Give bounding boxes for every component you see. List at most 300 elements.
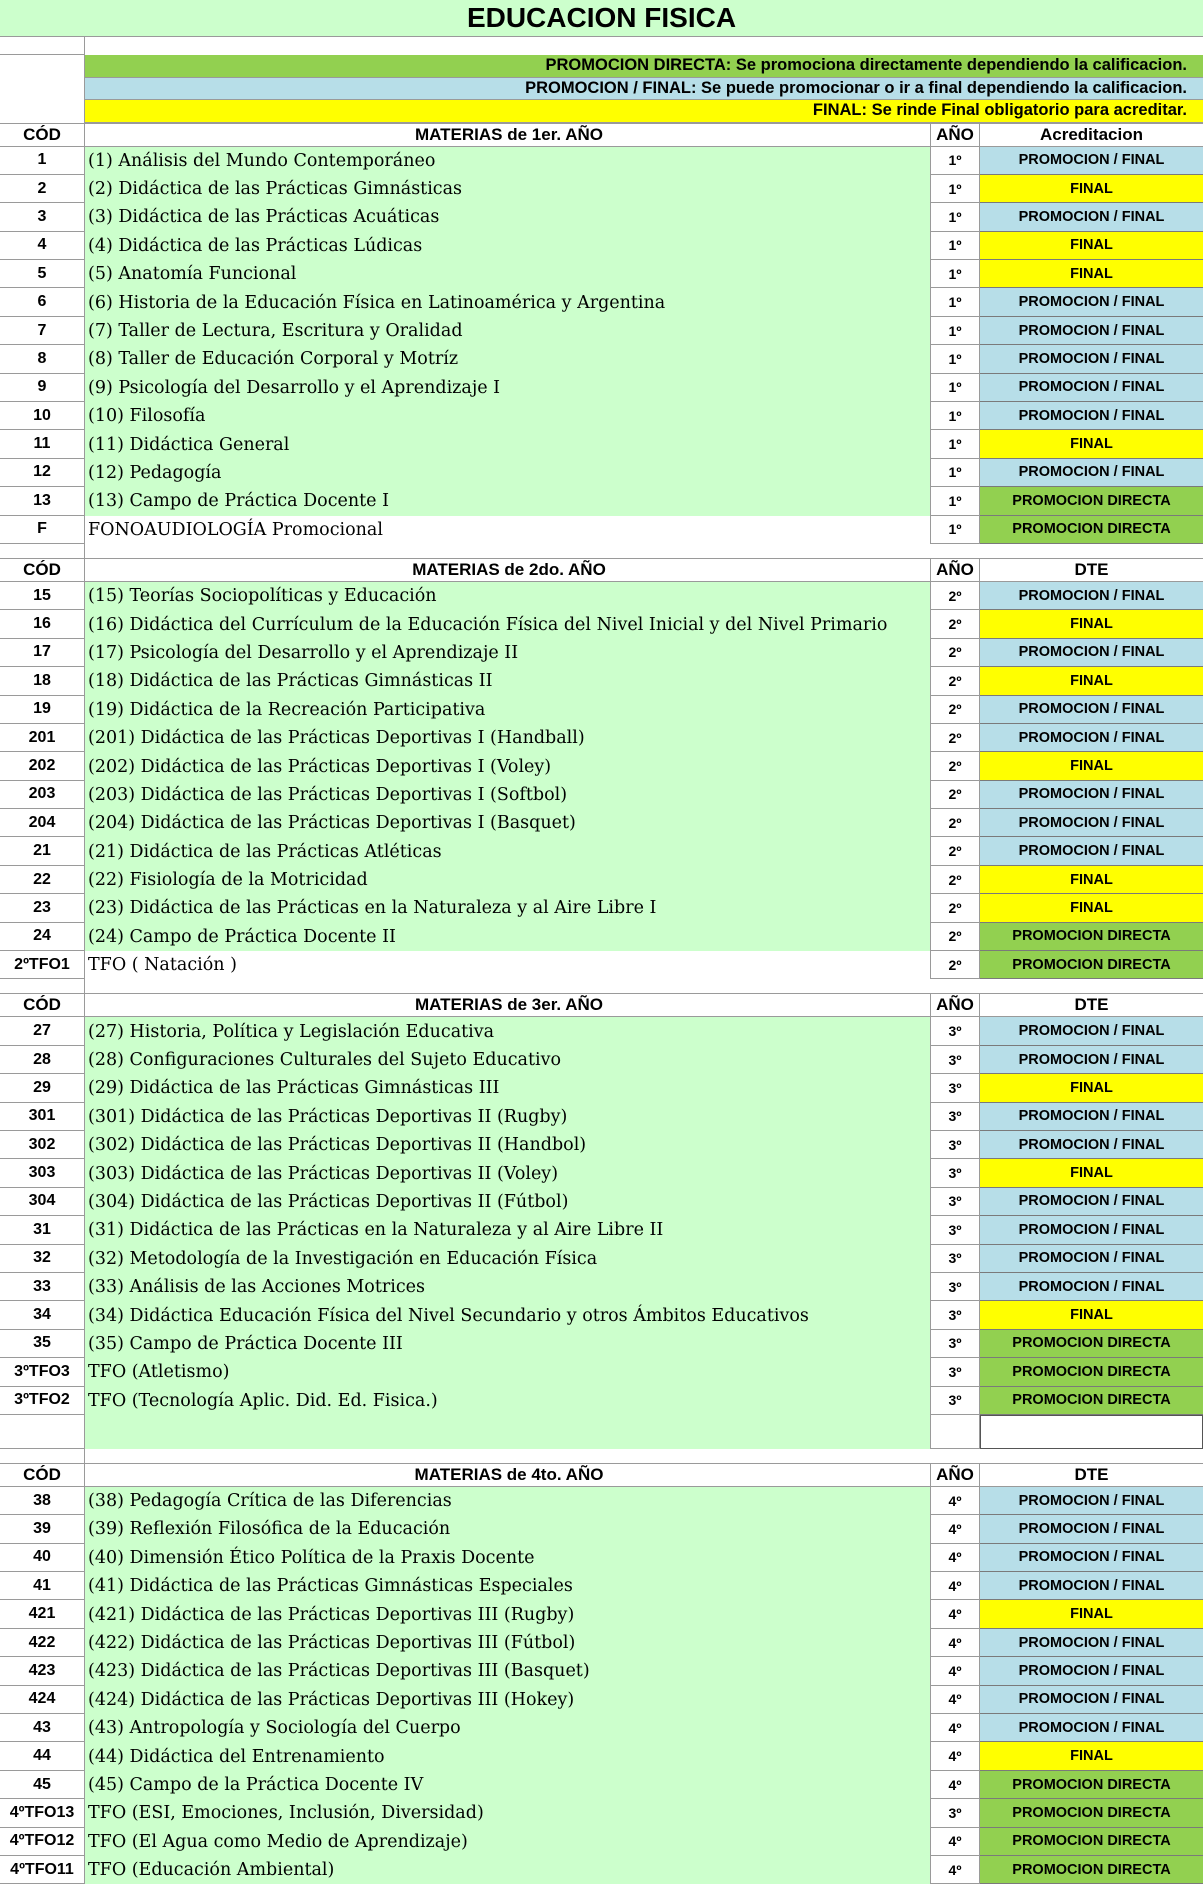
cod-cell[interactable]: 3ºTFO2 xyxy=(0,1387,85,1415)
year-cell[interactable]: 4º xyxy=(930,1544,980,1572)
year-cell[interactable]: 3º xyxy=(930,1330,980,1358)
accreditation-cell[interactable]: PROMOCION / FINAL xyxy=(980,1515,1203,1543)
cod-cell[interactable]: 5 xyxy=(0,260,85,288)
legend-bar[interactable]: PROMOCION DIRECTA: Se promociona directamente dependiendo la calificacion. xyxy=(85,55,1203,78)
accreditation-cell[interactable]: PROMOCION DIRECTA xyxy=(980,1330,1203,1358)
cod-cell[interactable]: 17 xyxy=(0,639,85,667)
table-row xyxy=(0,582,1203,610)
year-cell[interactable]: 4º xyxy=(930,1657,980,1685)
table-row xyxy=(0,317,1203,345)
cod-cell[interactable]: 16 xyxy=(0,610,85,638)
accreditation-cell[interactable]: FINAL xyxy=(980,1301,1203,1329)
year-cell[interactable]: 4º xyxy=(930,1771,980,1799)
section-header-row xyxy=(0,558,1203,582)
accreditation-cell[interactable]: PROMOCION / FINAL xyxy=(980,724,1203,752)
cod-cell[interactable]: 10 xyxy=(0,402,85,430)
accreditation-cell[interactable]: PROMOCION DIRECTA xyxy=(980,516,1203,544)
cod-cell[interactable]: 33 xyxy=(0,1273,85,1301)
empty-cell[interactable] xyxy=(0,55,85,78)
table-row xyxy=(0,1330,1203,1358)
header-cod[interactable]: CÓD xyxy=(0,1463,85,1487)
year-cell[interactable]: 4º xyxy=(930,1686,980,1714)
cod-cell[interactable]: 202 xyxy=(0,752,85,780)
table-row xyxy=(0,1629,1203,1657)
subject-name-cell[interactable]: (23) Didáctica de las Prácticas en la Naturaleza y al Aire Libre I xyxy=(85,894,930,922)
year-cell[interactable]: 2º xyxy=(930,582,980,610)
year-cell[interactable]: 1º xyxy=(930,260,980,288)
year-cell[interactable]: 4º xyxy=(930,1515,980,1543)
accreditation-cell[interactable]: FINAL xyxy=(980,752,1203,780)
accreditation-cell[interactable]: FINAL xyxy=(980,866,1203,894)
accreditation-cell[interactable]: PROMOCION / FINAL xyxy=(980,1188,1203,1216)
subject-name-cell[interactable]: (40) Dimensión Ético Política de la Praxis Docente xyxy=(85,1544,930,1572)
year-cell[interactable]: 2º xyxy=(930,923,980,951)
spacer-row xyxy=(0,979,1203,993)
accreditation-cell[interactable]: PROMOCION / FINAL xyxy=(980,1103,1203,1131)
cod-cell[interactable]: 423 xyxy=(0,1657,85,1685)
empty-cell[interactable] xyxy=(85,1415,930,1449)
accreditation-cell[interactable]: PROMOCION / FINAL xyxy=(980,1686,1203,1714)
cod-cell[interactable]: 34 xyxy=(0,1301,85,1329)
cod-cell[interactable]: 31 xyxy=(0,1216,85,1244)
cod-cell[interactable]: 32 xyxy=(0,1245,85,1273)
year-cell[interactable]: 1º xyxy=(930,147,980,175)
accreditation-cell[interactable]: PROMOCION DIRECTA xyxy=(980,1856,1203,1884)
subject-name-cell[interactable]: (301) Didáctica de las Prácticas Deportivas II (Rugby) xyxy=(85,1103,930,1131)
accreditation-cell[interactable]: PROMOCION / FINAL xyxy=(980,837,1203,865)
header-materias[interactable]: MATERIAS de 4to. AÑO xyxy=(85,1463,930,1487)
subject-name-cell[interactable]: (3) Didáctica de las Prácticas Acuáticas xyxy=(85,203,930,231)
year-cell[interactable]: 1º xyxy=(930,402,980,430)
year-cell[interactable]: 3º xyxy=(930,1387,980,1415)
accreditation-cell[interactable]: PROMOCION / FINAL xyxy=(980,459,1203,487)
accreditation-cell[interactable]: PROMOCION / FINAL xyxy=(980,781,1203,809)
accreditation-cell[interactable]: PROMOCION / FINAL xyxy=(980,639,1203,667)
cod-cell[interactable]: 23 xyxy=(0,894,85,922)
accreditation-cell[interactable]: PROMOCION DIRECTA xyxy=(980,487,1203,515)
subject-name-cell[interactable]: (424) Didáctica de las Prácticas Deportivas III (Hokey) xyxy=(85,1686,930,1714)
subject-name-cell[interactable]: (15) Teorías Sociopolíticas y Educación xyxy=(85,582,930,610)
cod-cell[interactable]: 204 xyxy=(0,809,85,837)
header-materias[interactable]: MATERIAS de 3er. AÑO xyxy=(85,993,930,1017)
cod-cell[interactable]: 424 xyxy=(0,1686,85,1714)
cod-cell[interactable]: 24 xyxy=(0,923,85,951)
accreditation-cell[interactable]: FINAL xyxy=(980,610,1203,638)
spacer-row xyxy=(0,544,1203,558)
accreditation-cell[interactable]: PROMOCION DIRECTA xyxy=(980,1358,1203,1386)
year-cell[interactable]: 1º xyxy=(930,232,980,260)
cod-cell[interactable]: 11 xyxy=(0,430,85,458)
header-ano[interactable]: AÑO xyxy=(930,993,980,1017)
section-header-row xyxy=(0,123,1203,147)
year-cell[interactable]: 4º xyxy=(930,1629,980,1657)
table-row xyxy=(0,288,1203,316)
table-row xyxy=(0,1828,1203,1856)
year-cell[interactable]: 3º xyxy=(930,1017,980,1045)
year-cell[interactable]: 3º xyxy=(930,1216,980,1244)
subject-name-cell[interactable]: (45) Campo de la Práctica Docente IV xyxy=(85,1771,930,1799)
cod-cell[interactable]: 41 xyxy=(0,1572,85,1600)
year-cell[interactable]: 3º xyxy=(930,1273,980,1301)
year-cell[interactable]: 3º xyxy=(930,1358,980,1386)
accreditation-cell[interactable]: PROMOCION / FINAL xyxy=(980,696,1203,724)
table-row xyxy=(0,1188,1203,1216)
table-row xyxy=(0,147,1203,175)
header-cod[interactable]: CÓD xyxy=(0,993,85,1017)
cod-cell[interactable]: 19 xyxy=(0,696,85,724)
header-ano[interactable]: AÑO xyxy=(930,123,980,147)
year-cell[interactable]: 3º xyxy=(930,1103,980,1131)
subject-name-cell[interactable]: (43) Antropología y Sociología del Cuerpo xyxy=(85,1714,930,1742)
cod-cell[interactable]: 3ºTFO3 xyxy=(0,1358,85,1386)
subject-name-cell[interactable]: (44) Didáctica del Entrenamiento xyxy=(85,1742,930,1770)
cod-cell[interactable]: 22 xyxy=(0,866,85,894)
year-cell[interactable]: 4º xyxy=(930,1487,980,1515)
accreditation-cell[interactable]: PROMOCION / FINAL xyxy=(980,317,1203,345)
year-cell[interactable]: 2º xyxy=(930,667,980,695)
subject-name-cell[interactable]: TFO (Tecnología Aplic. Did. Ed. Fisica.) xyxy=(85,1387,930,1415)
subject-name-cell[interactable]: (31) Didáctica de las Prácticas en la Naturaleza y al Aire Libre II xyxy=(85,1216,930,1244)
subject-name-cell[interactable]: (12) Pedagogía xyxy=(85,459,930,487)
subject-name-cell[interactable]: (303) Didáctica de las Prácticas Deportivas II (Voley) xyxy=(85,1159,930,1187)
cod-cell[interactable]: 6 xyxy=(0,288,85,316)
year-cell[interactable]: 1º xyxy=(930,175,980,203)
year-cell[interactable]: 2º xyxy=(930,866,980,894)
cod-cell[interactable]: 3 xyxy=(0,203,85,231)
cod-cell[interactable]: 12 xyxy=(0,459,85,487)
year-cell[interactable]: 3º xyxy=(930,1799,980,1827)
accreditation-cell[interactable]: PROMOCION DIRECTA xyxy=(980,923,1203,951)
year-cell[interactable]: 3º xyxy=(930,1188,980,1216)
empty-cell[interactable] xyxy=(0,78,85,101)
accreditation-cell[interactable]: PROMOCION / FINAL xyxy=(980,1629,1203,1657)
subject-name-cell[interactable]: (41) Didáctica de las Prácticas Gimnásticas Especiales xyxy=(85,1572,930,1600)
table-row xyxy=(0,1799,1203,1827)
cod-cell[interactable]: 43 xyxy=(0,1714,85,1742)
subject-name-cell[interactable]: (32) Metodología de la Investigación en Educación Física xyxy=(85,1245,930,1273)
cod-cell[interactable]: 27 xyxy=(0,1017,85,1045)
accreditation-cell[interactable]: FINAL xyxy=(980,1742,1203,1770)
accreditation-cell[interactable]: FINAL xyxy=(980,232,1203,260)
year-cell[interactable]: 2º xyxy=(930,781,980,809)
header-cod[interactable]: CÓD xyxy=(0,123,85,147)
subject-name-cell[interactable]: (19) Didáctica de la Recreación Participativa xyxy=(85,696,930,724)
year-cell[interactable]: 2º xyxy=(930,724,980,752)
subject-name-cell[interactable]: (8) Taller de Educación Corporal y Motríz xyxy=(85,345,930,373)
accreditation-cell[interactable]: PROMOCION / FINAL xyxy=(980,203,1203,231)
table-row xyxy=(0,260,1203,288)
blank-row xyxy=(0,37,1203,55)
subject-name-cell[interactable]: TFO (ESI, Emociones, Inclusión, Diversidad) xyxy=(85,1799,930,1827)
accreditation-cell[interactable]: FINAL xyxy=(980,1600,1203,1628)
subject-name-cell[interactable]: FONOAUDIOLOGÍA Promocional xyxy=(85,516,930,544)
accreditation-cell[interactable]: PROMOCION / FINAL xyxy=(980,1544,1203,1572)
table-row xyxy=(0,430,1203,458)
year-cell[interactable]: 4º xyxy=(930,1714,980,1742)
table-row xyxy=(0,1600,1203,1628)
accreditation-cell[interactable]: PROMOCION / FINAL xyxy=(980,1017,1203,1045)
subject-name-cell[interactable]: (421) Didáctica de las Prácticas Deportivas III (Rugby) xyxy=(85,1600,930,1628)
spacer-row xyxy=(0,1449,1203,1463)
cod-cell[interactable]: 4ºTFO13 xyxy=(0,1799,85,1827)
legend xyxy=(0,55,1203,123)
subject-name-cell[interactable]: (28) Configuraciones Culturales del Sujeto Educativo xyxy=(85,1046,930,1074)
table-row xyxy=(0,866,1203,894)
cod-cell[interactable]: 28 xyxy=(0,1046,85,1074)
subject-name-cell[interactable]: TFO (El Agua como Medio de Aprendizaje) xyxy=(85,1828,930,1856)
subject-name-cell[interactable]: (304) Didáctica de las Prácticas Deportivas II (Fútbol) xyxy=(85,1188,930,1216)
table-row xyxy=(0,1742,1203,1770)
year-cell[interactable]: 1º xyxy=(930,203,980,231)
subject-name-cell[interactable]: (21) Didáctica de las Prácticas Atléticas xyxy=(85,837,930,865)
empty-cell[interactable] xyxy=(0,37,85,55)
header-acreditacion[interactable]: Acreditacion xyxy=(980,123,1203,147)
table-row xyxy=(0,1487,1203,1515)
accreditation-cell[interactable]: PROMOCION DIRECTA xyxy=(980,1799,1203,1827)
accreditation-cell[interactable]: FINAL xyxy=(980,260,1203,288)
cod-cell[interactable]: 422 xyxy=(0,1629,85,1657)
table-row xyxy=(0,837,1203,865)
accreditation-cell[interactable]: PROMOCION / FINAL xyxy=(980,1657,1203,1685)
subject-name-cell[interactable]: (17) Psicología del Desarrollo y el Aprendizaje II xyxy=(85,639,930,667)
table-row xyxy=(0,402,1203,430)
year-cell[interactable]: 1º xyxy=(930,288,980,316)
table-row xyxy=(0,1046,1203,1074)
empty-cell[interactable] xyxy=(0,544,85,558)
subject-name-cell[interactable]: TFO (Atletismo) xyxy=(85,1358,930,1386)
header-cod[interactable]: CÓD xyxy=(0,558,85,582)
cod-cell[interactable]: 38 xyxy=(0,1487,85,1515)
subject-name-cell[interactable]: (27) Historia, Política y Legislación Educativa xyxy=(85,1017,930,1045)
accreditation-cell[interactable]: FINAL xyxy=(980,667,1203,695)
header-acreditacion[interactable]: DTE xyxy=(980,558,1203,582)
year-cell[interactable]: 2º xyxy=(930,610,980,638)
legend-row xyxy=(0,100,1203,123)
cod-cell[interactable]: 35 xyxy=(0,1330,85,1358)
table-row xyxy=(0,1515,1203,1543)
subject-name-cell[interactable]: (10) Filosofía xyxy=(85,402,930,430)
subject-name-cell[interactable]: (24) Campo de Práctica Docente II xyxy=(85,923,930,951)
header-acreditacion[interactable]: DTE xyxy=(980,1463,1203,1487)
cod-cell[interactable]: 203 xyxy=(0,781,85,809)
accreditation-cell[interactable]: PROMOCION / FINAL xyxy=(980,1131,1203,1159)
accreditation-cell[interactable]: FINAL xyxy=(980,430,1203,458)
accreditation-cell[interactable]: PROMOCION / FINAL xyxy=(980,1273,1203,1301)
cod-cell[interactable]: 4ºTFO12 xyxy=(0,1828,85,1856)
cod-cell[interactable]: 304 xyxy=(0,1188,85,1216)
subject-name-cell[interactable]: (38) Pedagogía Crítica de las Diferencias xyxy=(85,1487,930,1515)
subject-name-cell[interactable]: (2) Didáctica de las Prácticas Gimnásticas xyxy=(85,175,930,203)
subject-name-cell[interactable]: (201) Didáctica de las Prácticas Deportivas I (Handball) xyxy=(85,724,930,752)
cod-cell[interactable]: 2 xyxy=(0,175,85,203)
subject-name-cell[interactable]: (18) Didáctica de las Prácticas Gimnásticas II xyxy=(85,667,930,695)
cod-cell[interactable]: 302 xyxy=(0,1131,85,1159)
subject-name-cell[interactable]: (302) Didáctica de las Prácticas Deportivas II (Handbol) xyxy=(85,1131,930,1159)
cod-cell[interactable]: F xyxy=(0,516,85,544)
header-acreditacion[interactable]: DTE xyxy=(980,993,1203,1017)
year-cell[interactable]: 2º xyxy=(930,639,980,667)
table-row xyxy=(0,1159,1203,1187)
empty-cell[interactable] xyxy=(0,979,85,993)
subject-name-cell[interactable]: (7) Taller de Lectura, Escritura y Oralidad xyxy=(85,317,930,345)
year-cell[interactable]: 1º xyxy=(930,487,980,515)
cod-cell[interactable]: 2ºTFO1 xyxy=(0,951,85,979)
subject-name-cell[interactable]: (423) Didáctica de las Prácticas Deportivas III (Basquet) xyxy=(85,1657,930,1685)
table-row xyxy=(0,1245,1203,1273)
cod-cell[interactable]: 4ºTFO11 xyxy=(0,1856,85,1884)
accreditation-cell[interactable]: FINAL xyxy=(980,1159,1203,1187)
header-materias[interactable]: MATERIAS de 1er. AÑO xyxy=(85,123,930,147)
cod-cell[interactable]: 40 xyxy=(0,1544,85,1572)
year-cell[interactable]: 3º xyxy=(930,1074,980,1102)
subject-name-cell[interactable]: (202) Didáctica de las Prácticas Deportivas I (Voley) xyxy=(85,752,930,780)
legend-row xyxy=(0,78,1203,101)
accreditation-cell[interactable]: PROMOCION / FINAL xyxy=(980,809,1203,837)
cod-cell[interactable]: 13 xyxy=(0,487,85,515)
year-cell[interactable]: 3º xyxy=(930,1131,980,1159)
subject-name-cell[interactable]: (9) Psicología del Desarrollo y el Aprendizaje I xyxy=(85,374,930,402)
year-cell[interactable]: 2º xyxy=(930,951,980,979)
subjects-table xyxy=(0,123,1203,1885)
cod-cell[interactable]: 4 xyxy=(0,232,85,260)
accreditation-cell[interactable]: PROMOCION DIRECTA xyxy=(980,1828,1203,1856)
year-cell[interactable]: 1º xyxy=(930,317,980,345)
accreditation-cell[interactable]: PROMOCION / FINAL xyxy=(980,1487,1203,1515)
accreditation-cell[interactable]: PROMOCION / FINAL xyxy=(980,1572,1203,1600)
accreditation-cell[interactable]: PROMOCION / FINAL xyxy=(980,582,1203,610)
subject-name-cell[interactable]: (29) Didáctica de las Prácticas Gimnásticas III xyxy=(85,1074,930,1102)
empty-cell[interactable] xyxy=(0,1415,85,1449)
cod-cell[interactable]: 7 xyxy=(0,317,85,345)
accreditation-cell[interactable]: FINAL xyxy=(980,894,1203,922)
subject-name-cell[interactable]: (39) Reflexión Filosófica de la Educación xyxy=(85,1515,930,1543)
cod-cell[interactable]: 301 xyxy=(0,1103,85,1131)
cod-cell[interactable]: 45 xyxy=(0,1771,85,1799)
subject-name-cell[interactable]: TFO (Educación Ambiental) xyxy=(85,1856,930,1884)
cod-cell[interactable]: 44 xyxy=(0,1742,85,1770)
accreditation-cell[interactable]: PROMOCION / FINAL xyxy=(980,374,1203,402)
accreditation-cell[interactable]: PROMOCION / FINAL xyxy=(980,1216,1203,1244)
accreditation-cell[interactable]: PROMOCION / FINAL xyxy=(980,1245,1203,1273)
accreditation-cell[interactable]: PROMOCION / FINAL xyxy=(980,1714,1203,1742)
year-cell[interactable]: 2º xyxy=(930,752,980,780)
cod-cell[interactable]: 29 xyxy=(0,1074,85,1102)
accreditation-cell[interactable]: PROMOCION / FINAL xyxy=(980,345,1203,373)
subject-name-cell[interactable]: (34) Didáctica Educación Física del Nivel Secundario y otros Ámbitos Educativos xyxy=(85,1301,930,1329)
year-cell[interactable]: 2º xyxy=(930,696,980,724)
subject-name-cell[interactable]: (4) Didáctica de las Prácticas Lúdicas xyxy=(85,232,930,260)
subject-name-cell[interactable]: TFO ( Natación ) xyxy=(85,951,930,979)
subject-name-cell[interactable]: (22) Fisiología de la Motricidad xyxy=(85,866,930,894)
accreditation-cell[interactable]: PROMOCION / FINAL xyxy=(980,147,1203,175)
empty-cell[interactable] xyxy=(930,1415,980,1449)
table-row xyxy=(0,809,1203,837)
cod-cell[interactable]: 1 xyxy=(0,147,85,175)
table-row xyxy=(0,459,1203,487)
subject-name-cell[interactable]: (13) Campo de Práctica Docente I xyxy=(85,487,930,515)
year-cell[interactable]: 2º xyxy=(930,837,980,865)
subject-name-cell[interactable]: (11) Didáctica General xyxy=(85,430,930,458)
empty-cell[interactable] xyxy=(980,1415,1203,1449)
year-cell[interactable]: 4º xyxy=(930,1600,980,1628)
cod-cell[interactable]: 39 xyxy=(0,1515,85,1543)
year-cell[interactable]: 3º xyxy=(930,1159,980,1187)
table-row xyxy=(0,724,1203,752)
year-cell[interactable]: 1º xyxy=(930,516,980,544)
header-materias[interactable]: MATERIAS de 2do. AÑO xyxy=(85,558,930,582)
empty-cell[interactable] xyxy=(0,100,85,123)
accreditation-cell[interactable]: FINAL xyxy=(980,1074,1203,1102)
cod-cell[interactable]: 9 xyxy=(0,374,85,402)
year-cell[interactable]: 1º xyxy=(930,345,980,373)
table-row xyxy=(0,951,1203,979)
subject-name-cell[interactable]: (422) Didáctica de las Prácticas Deportivas III (Fútbol) xyxy=(85,1629,930,1657)
table-row xyxy=(0,374,1203,402)
table-row xyxy=(0,781,1203,809)
table-row xyxy=(0,1301,1203,1329)
year-cell[interactable]: 4º xyxy=(930,1828,980,1856)
year-cell[interactable]: 4º xyxy=(930,1856,980,1884)
cod-cell[interactable]: 15 xyxy=(0,582,85,610)
year-cell[interactable]: 4º xyxy=(930,1572,980,1600)
year-cell[interactable]: 1º xyxy=(930,430,980,458)
year-cell[interactable]: 3º xyxy=(930,1245,980,1273)
header-ano[interactable]: AÑO xyxy=(930,558,980,582)
year-cell[interactable]: 3º xyxy=(930,1046,980,1074)
table-row xyxy=(0,232,1203,260)
year-cell[interactable]: 1º xyxy=(930,459,980,487)
year-cell[interactable]: 4º xyxy=(930,1742,980,1770)
accreditation-cell[interactable]: PROMOCION DIRECTA xyxy=(980,951,1203,979)
year-cell[interactable]: 2º xyxy=(930,894,980,922)
accreditation-cell[interactable]: PROMOCION / FINAL xyxy=(980,1046,1203,1074)
header-ano[interactable]: AÑO xyxy=(930,1463,980,1487)
table-row xyxy=(0,1714,1203,1742)
subject-name-cell[interactable]: (203) Didáctica de las Prácticas Deportivas I (Softbol) xyxy=(85,781,930,809)
year-cell[interactable]: 1º xyxy=(930,374,980,402)
subject-name-cell[interactable]: (35) Campo de Práctica Docente III xyxy=(85,1330,930,1358)
cod-cell[interactable]: 303 xyxy=(0,1159,85,1187)
year-cell[interactable]: 2º xyxy=(930,809,980,837)
subject-name-cell[interactable]: (33) Análisis de las Acciones Motrices xyxy=(85,1273,930,1301)
legend-bar[interactable]: FINAL: Se rinde Final obligatorio para acreditar. xyxy=(85,100,1203,123)
subject-name-cell[interactable]: (16) Didáctica del Currículum de la Educación Física del Nivel Inicial y del Nivel Primario xyxy=(85,610,930,638)
accreditation-cell[interactable]: FINAL xyxy=(980,175,1203,203)
accreditation-cell[interactable]: PROMOCION DIRECTA xyxy=(980,1387,1203,1415)
table-row xyxy=(0,1572,1203,1600)
table-row xyxy=(0,203,1203,231)
subject-name-cell[interactable]: (1) Análisis del Mundo Contemporáneo xyxy=(85,147,930,175)
table-row xyxy=(0,1544,1203,1572)
accreditation-cell[interactable]: PROMOCION / FINAL xyxy=(980,288,1203,316)
cod-cell[interactable]: 8 xyxy=(0,345,85,373)
cod-cell[interactable]: 421 xyxy=(0,1600,85,1628)
table-row xyxy=(0,1216,1203,1244)
cod-cell[interactable]: 21 xyxy=(0,837,85,865)
subject-name-cell[interactable]: (6) Historia de la Educación Física en Latinoamérica y Argentina xyxy=(85,288,930,316)
year-cell[interactable]: 3º xyxy=(930,1301,980,1329)
legend-bar[interactable]: PROMOCION / FINAL: Se puede promocionar o ir a final dependiendo la calificacion. xyxy=(85,78,1203,101)
cod-cell[interactable]: 18 xyxy=(0,667,85,695)
accreditation-cell[interactable]: PROMOCION / FINAL xyxy=(980,402,1203,430)
empty-cell[interactable] xyxy=(0,1449,85,1463)
table-row xyxy=(0,1017,1203,1045)
cod-cell[interactable]: 201 xyxy=(0,724,85,752)
table-row xyxy=(0,175,1203,203)
subject-name-cell[interactable]: (204) Didáctica de las Prácticas Deportivas I (Basquet) xyxy=(85,809,930,837)
subject-name-cell[interactable]: (5) Anatomía Funcional xyxy=(85,260,930,288)
accreditation-cell[interactable]: PROMOCION DIRECTA xyxy=(980,1771,1203,1799)
